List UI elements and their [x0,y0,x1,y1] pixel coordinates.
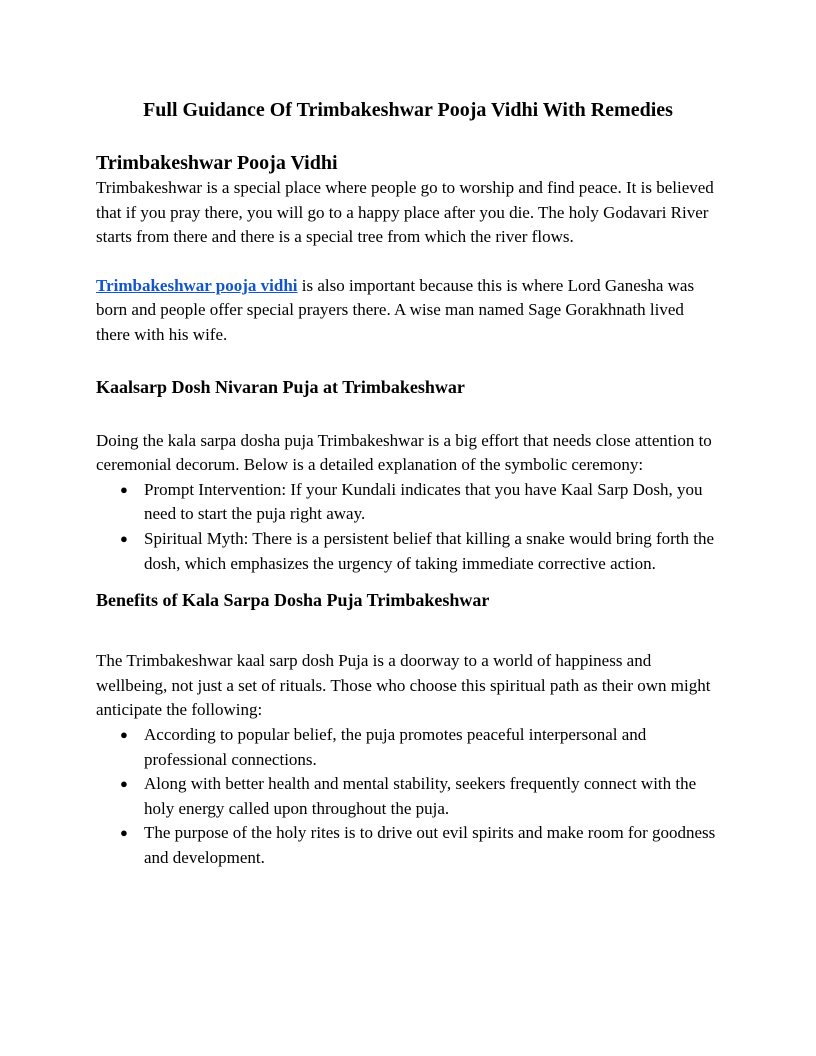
bullet-icon: ● [120,776,128,792]
section2-intro: Doing the kala sarpa dosha puja Trimbakeshwar is a big effort that needs close attention to ceremonial decorum. Below is a detailed explanation of the symbolic ceremony: [96,430,712,475]
section1-paragraph-2 [96,274,720,348]
list-item: ● The purpose of the holy rites is to drive out evil spirits and make room for goodness and development. [120,823,716,867]
section1-paragraph: Trimbakeshwar is a special place where people go to worship and find peace. It is believed that if you pray there, you will go to a happy place after you die. The holy Godavari River starts from there and there is a special tree from which the river flows. [96,178,714,247]
document-title: Full Guidance Of Trimbakeshwar Pooja Vidhi With Remedies [143,99,673,121]
document-page [96,96,720,870]
section3-intro: The Trimbakeshwar kaal sarp dosh Puja is a doorway to a world of happiness and wellbeing, not just a set of rituals. Those who choose this spiritual path as their own might anticipate the following: [96,651,711,720]
section2-bullet-list [96,478,720,576]
section-heading-pooja-vidhi: Trimbakeshwar Pooja Vidhi [96,152,338,174]
bullet-icon: ● [120,825,128,841]
section3-bullet-list [96,723,720,871]
bullet-icon: ● [120,530,128,546]
list-item: ● Prompt Intervention: If your Kundali indicates that you have Kaal Sarp Dosh, you need to start the puja right away. [120,479,703,524]
bullet-icon: ● [120,726,128,742]
section-heading-kaalsarp-nivaran: Kaalsarp Dosh Nivaran Puja at Trimbakeshwar [96,376,465,397]
section1-paragraph-2-text: is also important because this is where Lord Ganesha was born and people offer special prayers there. A wise man named Sage Gorakhnath lived there with his wife. [96,275,695,344]
list-item: ● Spiritual Myth: There is a persistent belief that killing a snake would bring forth the dosh, which emphasizes the urgency of taking immediate corrective action. [120,528,715,573]
bullet-icon: ● [120,481,128,497]
list-item: ● Along with better health and mental stability, seekers frequently connect with the holy energy called upon throughout the puja. [120,774,697,818]
pooja-vidhi-link[interactable]: Trimbakeshwar pooja vidhi [96,275,298,295]
section-heading-benefits: Benefits of Kala Sarpa Dosha Puja Trimbakeshwar [96,590,490,611]
list-item: ● According to popular belief, the puja promotes peaceful interpersonal and professional connections. [120,724,647,769]
